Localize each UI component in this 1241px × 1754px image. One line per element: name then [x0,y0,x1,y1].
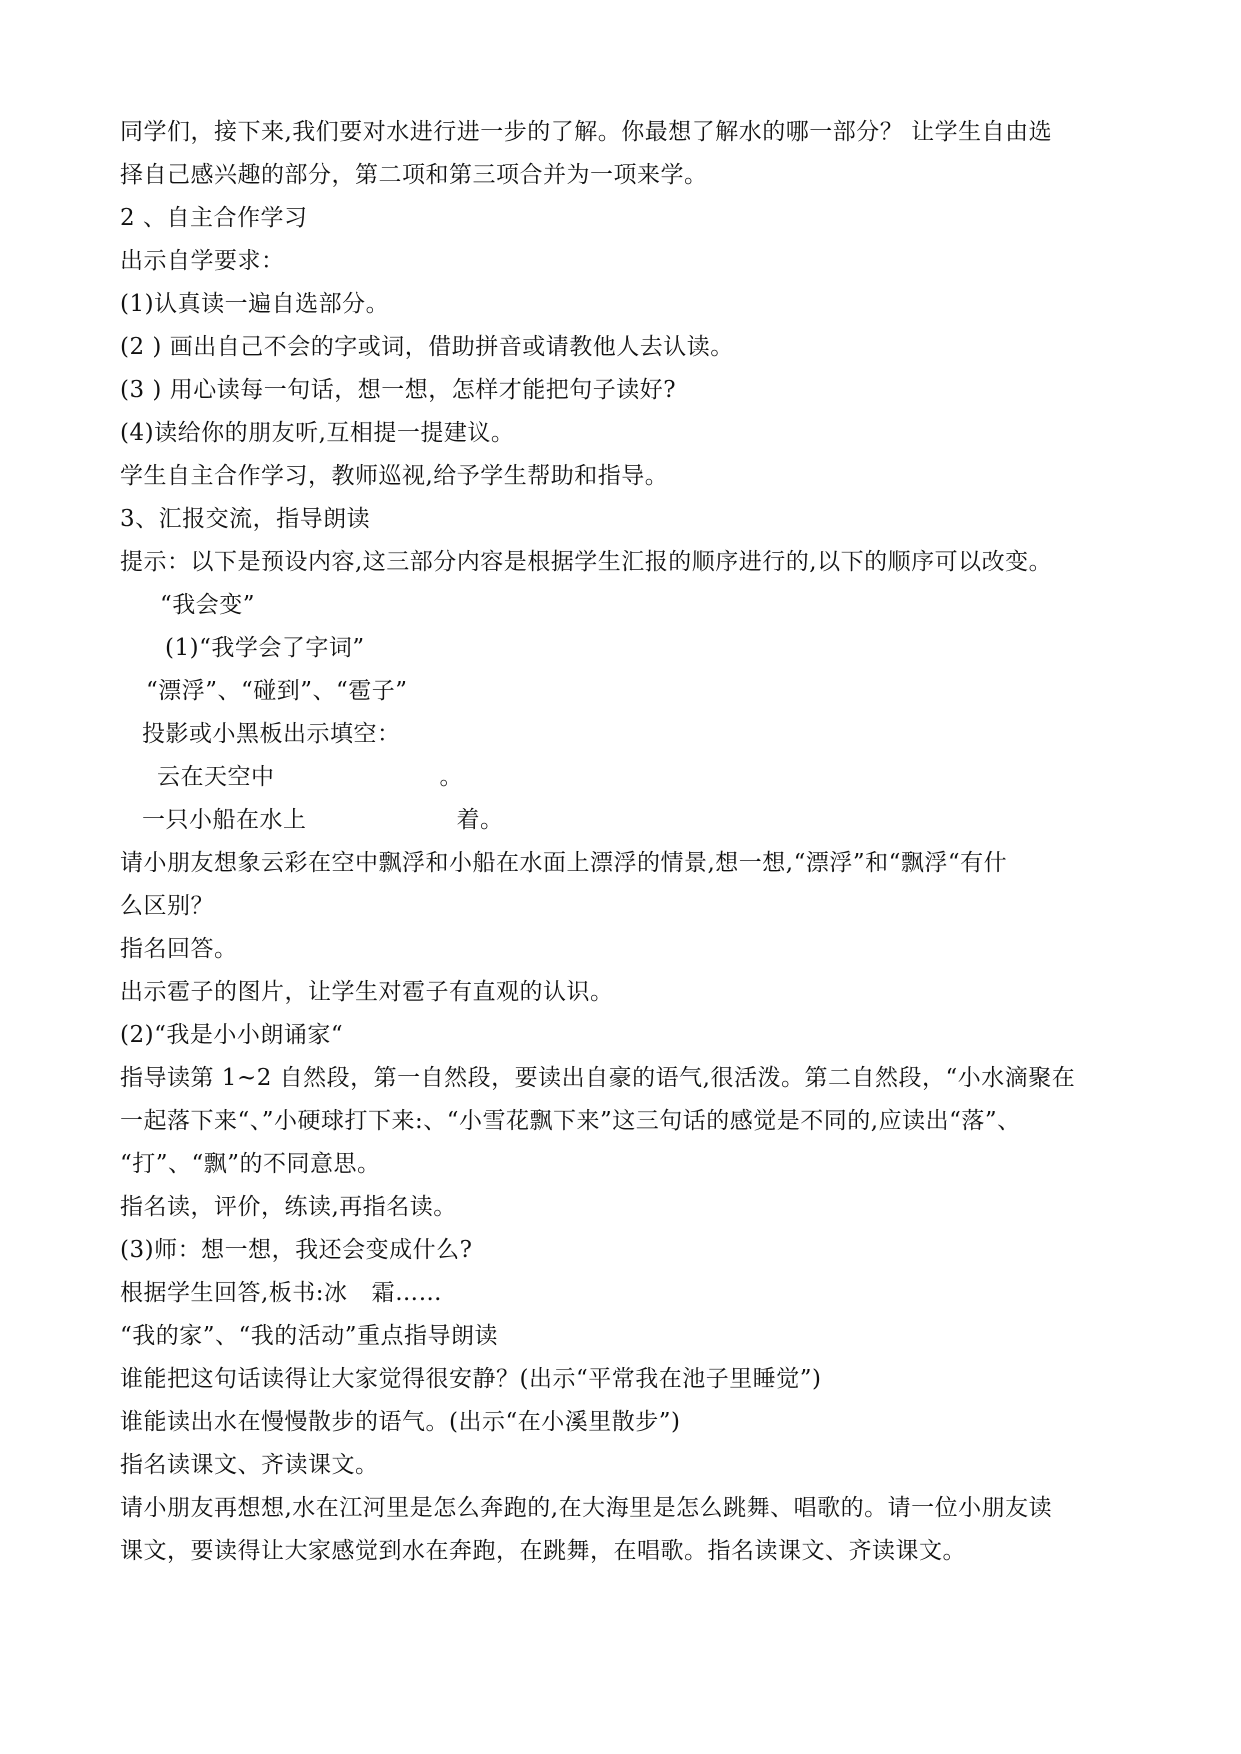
board-notes-prefix: 根据学生回答,板书:冰 [120,1280,348,1306]
paragraph-line: 请小朋友再想想,水在江河里是怎么奔跑的,在大海里是怎么跳舞、唱歌的。请一位小朋友读 [120,1495,1053,1521]
paragraph-line: 请小朋友想象云彩在空中飘浮和小船在水面上漂浮的情景,想一想,“漂浮”和“飘浮“有什 [120,850,1008,876]
paragraph-line: 指导读第 1~2 自然段，第一自然段，要读出自豪的语气,很活泼。第二自然段，“小水滴聚在 [120,1065,1076,1091]
section-heading: 3、汇报交流，指导朗读 [120,506,371,532]
paragraph-line: 谁能读出水在慢慢散步的语气。(出示“在小溪里散步”) [120,1409,681,1435]
section-heading: 2 、自主合作学习 [120,205,308,231]
paragraph-line: 出示雹子的图片，让学生对雹子有直观的认识。 [120,979,614,1005]
fill-blank-line [142,805,504,835]
subsection-title: “我会变” [160,592,256,618]
paragraph-line: 出示自学要求： [120,248,285,274]
paragraph-line: 择自己感兴趣的部分，第二项和第三项合并为一项来学。 [120,162,708,188]
paragraph-line: 谁能把这句话读得让大家觉得很安静？(出示“平常我在池子里睡觉”) [120,1366,822,1392]
list-item: (4)读给你的朋友听,互相提一提建议。 [120,420,515,446]
paragraph-line: “我的家”、“我的活动”重点指导朗读 [120,1323,499,1349]
fill-blank-prompt: 云在天空中 [157,764,275,790]
subsection-title: (3)师：想一想，我还会变成什么? [120,1237,473,1263]
paragraph-line: 指名读课文、齐读课文。 [120,1452,379,1478]
fill-blank-prompt: 一只小船在水上 [142,807,307,833]
list-item: (3 ) 用心读每一句话，想一想，怎样才能把句子读好? [120,377,677,403]
fill-blank-ending: 。 [439,764,463,790]
board-notes-items: 霜…… [371,1280,443,1306]
paragraph-line: 指名回答。 [120,936,238,962]
paragraph-line: 课文，要读得让大家感觉到水在奔跑，在跳舞，在唱歌。指名读课文、齐读课文。 [120,1538,966,1564]
paragraph-line: “漂浮”、“碰到”、“雹子” [146,678,408,704]
paragraph-line: 投影或小黑板出示填空： [142,721,401,747]
list-item: (2 ) 画出自己不会的字或词，借助拼音或请教他人去认读。 [120,334,734,360]
subsection-title: (1)“我学会了字词” [165,635,365,661]
board-notes-line [120,1278,442,1308]
paragraph-line: 同学们，接下来,我们要对水进行进一步的了解。你最想了解水的哪一部分？ 让学生自由选 [120,119,1053,145]
fill-blank-line [157,762,463,792]
paragraph-line: 么区别？ [120,893,214,919]
paragraph-line: 学生自主合作学习，教师巡视,给予学生帮助和指导。 [120,463,669,489]
paragraph-line: “打”、“飘”的不同意思。 [120,1151,381,1177]
subsection-title: (2)“我是小小朗诵家“ [120,1022,344,1048]
fill-blank-ending: 着。 [456,807,504,833]
list-item: (1)认真读一遍自选部分。 [120,291,390,317]
paragraph-line: 提示：以下是预设内容,这三部分内容是根据学生汇报的顺序进行的,以下的顺序可以改变。 [120,549,1053,575]
paragraph-line: 指名读，评价，练读,再指名读。 [120,1194,457,1220]
paragraph-line: 一起落下来“、”小硬球打下来:、“小雪花飘下来”这三句话的感觉是不同的,应读出“落”、 [120,1108,1021,1134]
